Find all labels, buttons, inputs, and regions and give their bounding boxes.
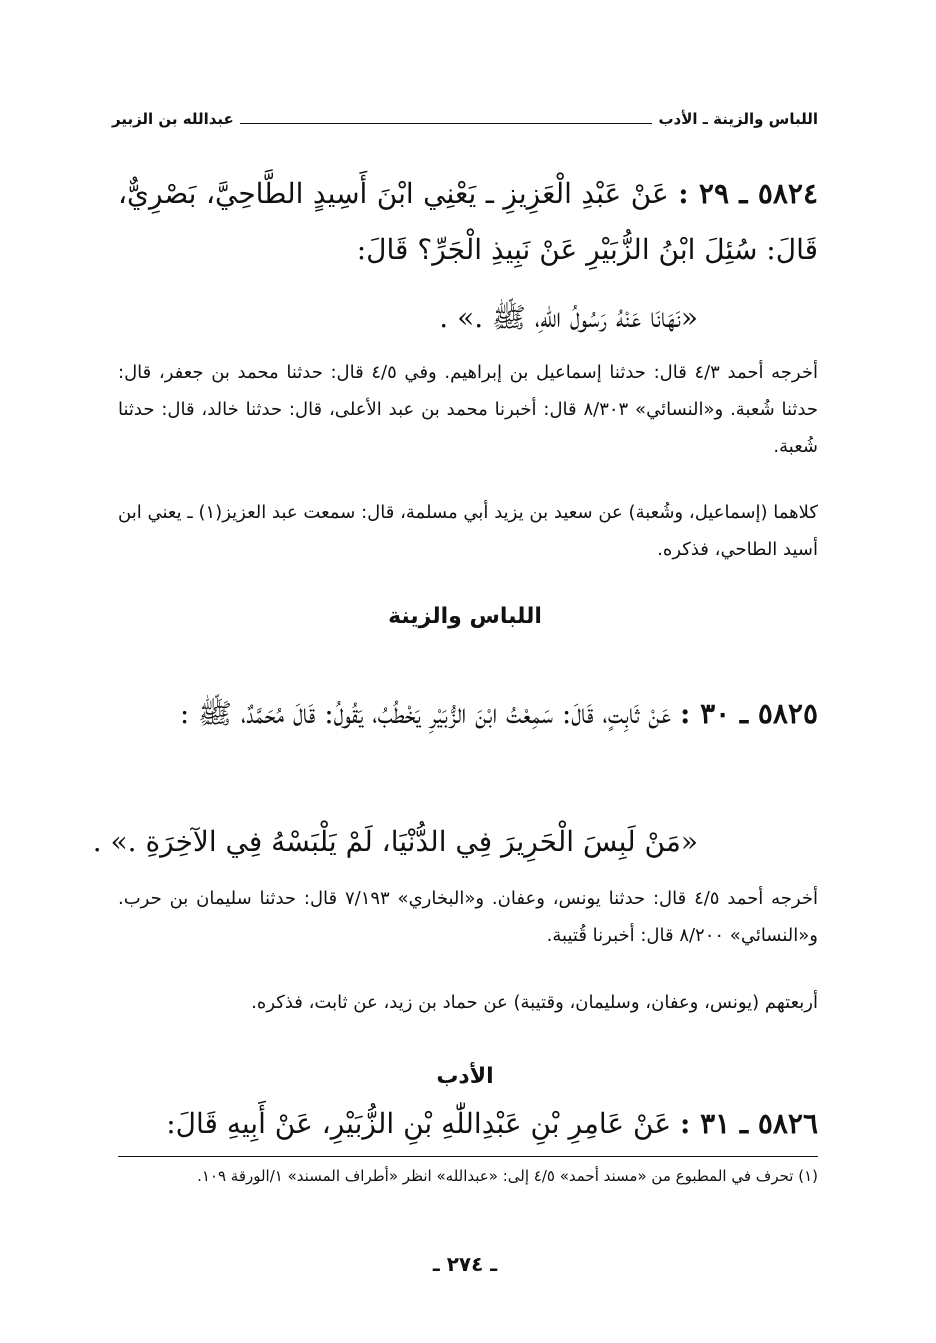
hadith-5824-isnad: كلاهما (إسماعيل، وشُعبة) عن سعيد بن يزيد أبي مسلمة، قال: سمعت عبد العزيز(١) ـ يعني ابن أسيد الطاحي، فذكره. xyxy=(118,502,818,560)
hadith-5824-quote: «نَهَانَا عَنْهُ رَسُولُ اللّٰهِ، ﷺ .» . xyxy=(439,301,698,334)
hadith-5826-number: ٥٨٢٦ ـ ٣١ : xyxy=(679,1107,818,1140)
hadith-5825-matn: عَنْ ثَابِتٍ، قَالَ: سَمِعْتُ ابْنَ الزُّبَيْرِ يَخْطُبُ، يَقُولُ: قَالَ مُحَمَّدٌ، ﷺ : xyxy=(179,697,672,730)
hadith-5826-text xyxy=(118,1096,818,1152)
footnote-rule xyxy=(118,1156,818,1157)
section-heading-adab: الأدب xyxy=(436,1064,494,1089)
header-companion-name: عبدالله بن الزبير xyxy=(112,110,234,128)
hadith-5824-text xyxy=(118,166,818,278)
header-section-title: اللباس والزينة ـ الأدب xyxy=(658,110,818,128)
hadith-5824-number: ٥٨٢٤ ـ ٢٩ : xyxy=(678,177,818,210)
hadith-5825-takhrij: أخرجه أحمد ٤/٥ قال: حدثنا يونس، وعفان. و«البخاري» ٧/١٩٣ قال: حدثنا سليمان بن حرب. و«النسائي» ٨/٢٠٠ قال: أخبرنا قُتيبة. xyxy=(118,888,818,946)
section-heading-libas: اللباس والزينة xyxy=(388,604,542,629)
header-rule xyxy=(240,123,653,124)
running-header xyxy=(112,104,818,134)
hadith-5825-quote: «مَنْ لَبِسَ الْحَرِيرَ فِي الدُّنْيَا، لَمْ يَلْبَسْهُ فِي الآخِرَةِ .» . xyxy=(92,825,698,858)
hadith-5825-text xyxy=(118,686,818,742)
hadith-5824-takhrij: أخرجه أحمد ٤/٣ قال: حدثنا إسماعيل بن إبراهيم. وفي ٤/٥ قال: حدثنا محمد بن جعفر، قال: حدثنا شُعبة. و«النسائي» ٨/٣٠٣ قال: أخبرنا محمد بن عبد الأعلى، قال: حدثنا خالد، قال: حدثنا شُعبة. xyxy=(118,362,818,457)
hadith-5826-matn: عَنْ عَامِرِ بْنِ عَبْدِاللّٰهِ بْنِ الزُّبَيْرِ، عَنْ أَبِيهِ قَالَ: xyxy=(166,1107,672,1140)
hadith-5825-number: ٥٨٢٥ ـ ٣٠ : xyxy=(679,697,818,730)
page-number: ـ ٢٧٤ ـ xyxy=(432,1252,498,1276)
footnote: (١) تحرف في المطبوع من «مسند أحمد» ٤/٥ إلى: «عبدالله» انظر «أطراف المسند» ١/الورقة ١٠٩. xyxy=(197,1167,818,1185)
hadith-5825-isnad: أربعتهم (يونس، وعفان، وسليمان، وقتيبة) عن حماد بن زيد، عن ثابت، فذكره. xyxy=(251,992,818,1013)
hadith-5824-matn: عَنْ عَبْدِ الْعَزِيزِ ـ يَعْنِي ابْنَ أَسِيدٍ الطَّاحِيَّ، بَصْرِيٌّ، قَالَ: سُئِلَ ابْنُ الزُّبَيْرِ عَنْ نَبِيذِ الْجَرِّ؟ قَالَ: xyxy=(118,177,818,266)
